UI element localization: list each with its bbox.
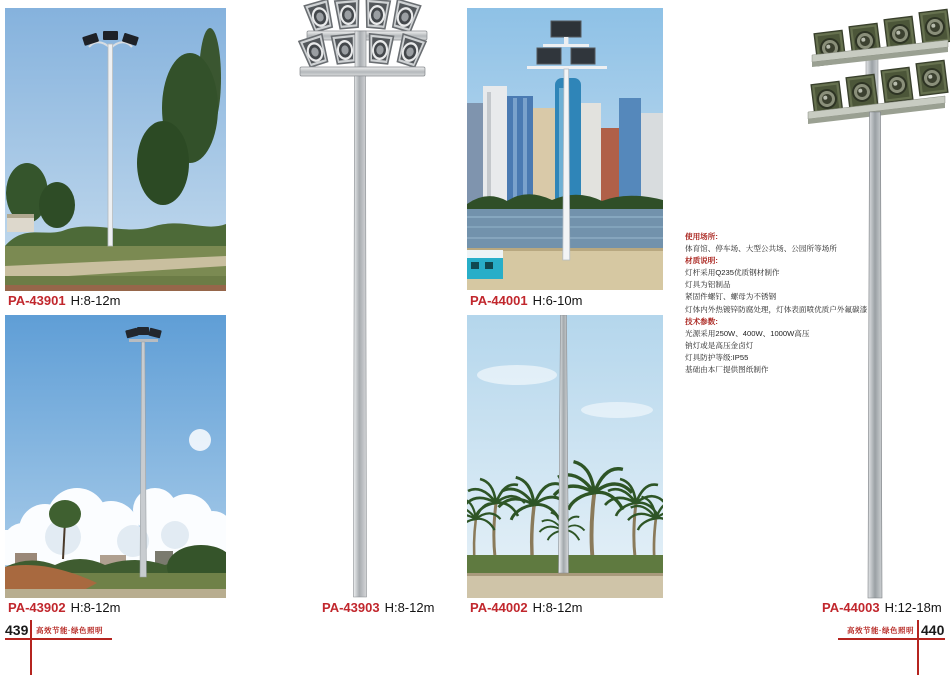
- spec-info-block: [685, 231, 875, 376]
- product-photo-pa-43901: [5, 8, 226, 291]
- material-header: 材质说明:: [685, 256, 718, 266]
- floodlight-array-row1: [304, 0, 420, 33]
- product-code: PA-43901: [8, 293, 66, 308]
- product-height: H:6-10m: [532, 293, 583, 308]
- photo-pa-43901-illustration: [5, 8, 226, 291]
- product-label-pa-43903: [322, 600, 434, 616]
- render-pa-43903-illustration: [295, 0, 430, 600]
- product-height: H:8-12m: [384, 600, 435, 615]
- product-height: H:8-12m: [532, 600, 583, 615]
- product-height: H:12-18m: [884, 600, 942, 615]
- tech-line: 灯具防护等级:IP55: [685, 352, 749, 362]
- material-line: 灯杆采用Q235优质钢材制作: [685, 268, 780, 278]
- tech-line: 光源采用250W、400W、1000W高压: [685, 328, 810, 338]
- footer-divider-left: [30, 620, 32, 675]
- pole-shaft: [354, 76, 367, 597]
- usage-body: 体育馆、停车场、大型公共场、公园所等场所: [685, 244, 837, 254]
- product-label-pa-43901: [8, 293, 120, 309]
- footer-slogan-left: 高效节能·绿色照明: [36, 626, 103, 635]
- page-number-right: 440: [921, 622, 945, 638]
- product-label-pa-43902: [8, 600, 120, 616]
- product-photo-pa-43902: [5, 315, 226, 598]
- product-height: H:8-12m: [70, 293, 121, 308]
- photo-pa-43902-illustration: [5, 315, 226, 598]
- product-code: PA-44002: [470, 600, 528, 615]
- material-line: 灯体内外热镀锌防腐处理，灯体表面喷优质户外氟碳漆: [685, 304, 868, 314]
- product-photo-pa-44001: [467, 8, 663, 290]
- page-number-left: 439: [5, 622, 29, 638]
- tech-line: 钠灯或是高压金卤灯: [685, 340, 754, 350]
- photo-pa-44002-illustration: [467, 315, 663, 598]
- tech-line: 基础由本厂提供图纸制作: [685, 365, 769, 375]
- material-line: 灯具为铝制品: [685, 280, 731, 290]
- product-label-pa-44001: [470, 293, 582, 309]
- footer-divider-right: [917, 620, 919, 675]
- product-code: PA-43903: [322, 600, 380, 615]
- product-code: PA-44001: [470, 293, 528, 308]
- usage-header: 使用场所:: [685, 232, 718, 241]
- photo-pa-44001-illustration: [467, 8, 663, 290]
- product-code: PA-44003: [822, 600, 880, 615]
- product-photo-pa-44002: [467, 315, 663, 598]
- footer-slogan-right: 高效节能·绿色照明: [847, 626, 914, 635]
- tech-header: 技术参数:: [685, 316, 718, 326]
- product-label-pa-44002: [470, 600, 582, 616]
- product-label-pa-44003: [822, 600, 942, 616]
- material-line: 紧固件螺钉、螺母为不锈钢: [685, 292, 777, 302]
- product-render-pa-43903: [295, 0, 430, 600]
- footer-rule-right: [838, 638, 945, 640]
- product-code: PA-43902: [8, 600, 66, 615]
- footer-rule-left: [5, 638, 112, 640]
- product-height: H:8-12m: [70, 600, 121, 615]
- photo4-pole-shaft: [559, 315, 569, 573]
